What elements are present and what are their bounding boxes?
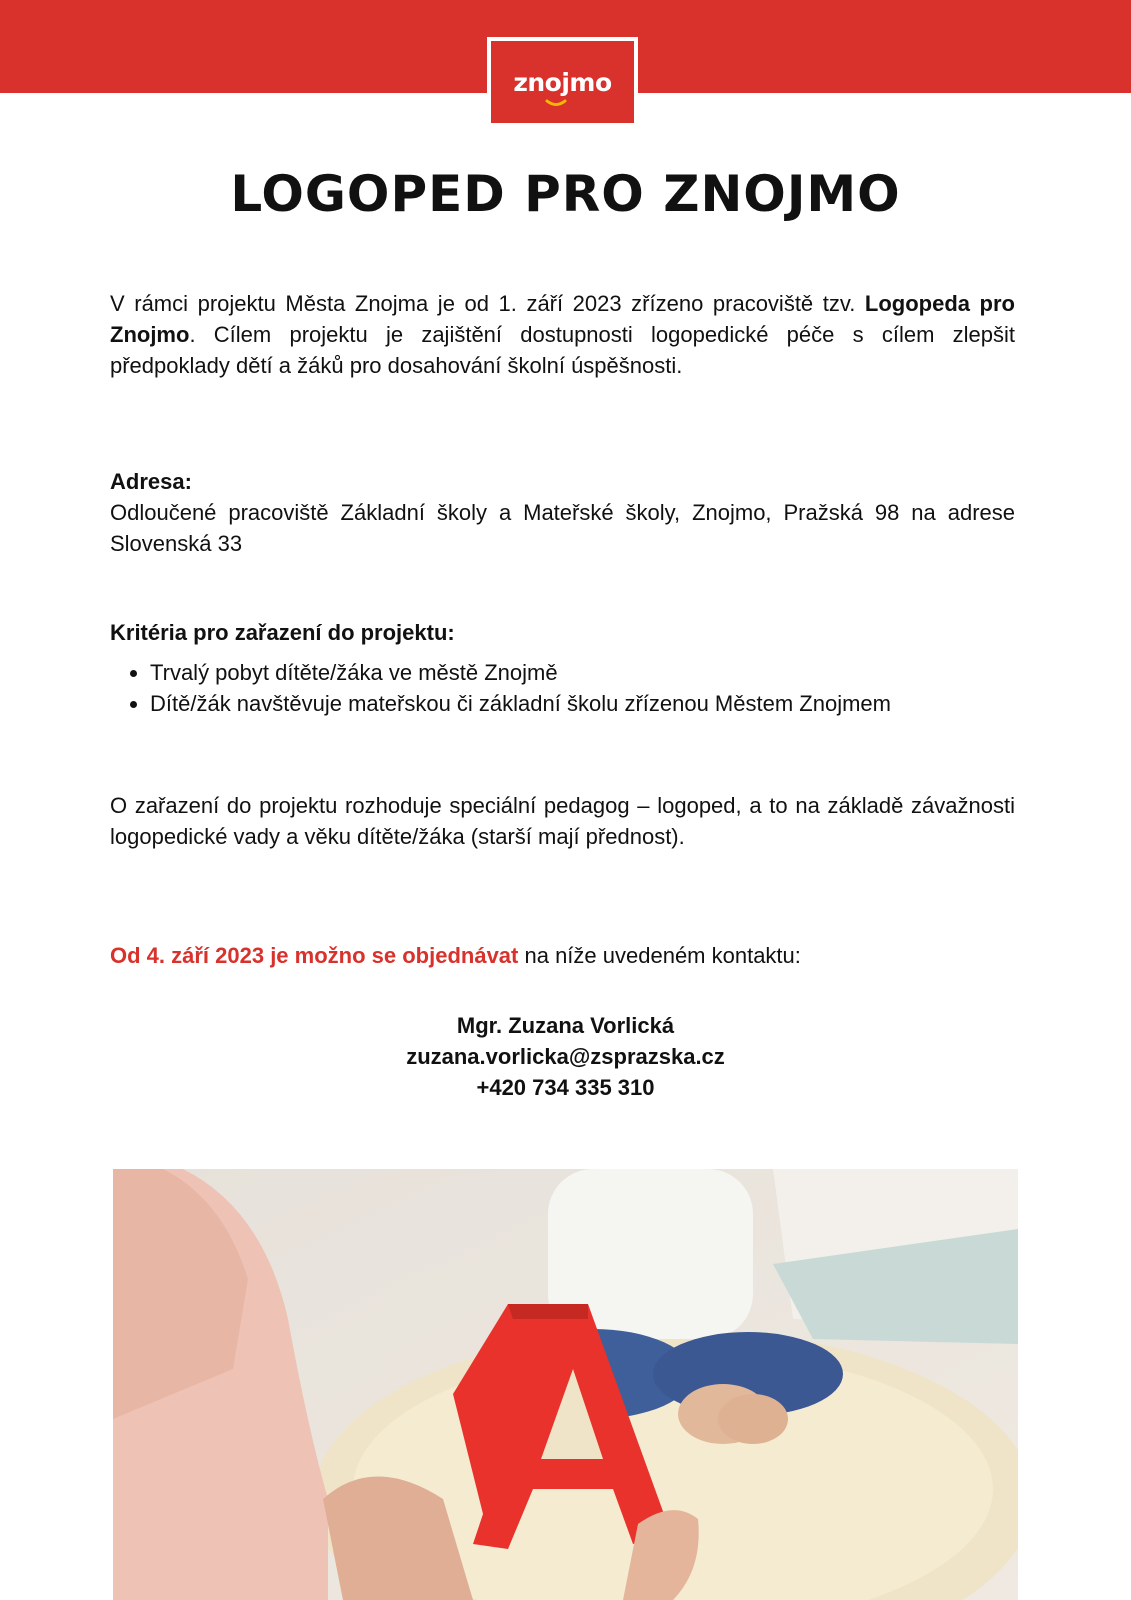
intro-text-end: . Cílem projektu je zajištění dostupnosti logopedické péče s cílem zlepšit předpoklady dětí a žáků pro dosahování školní úspěšnosti. — [110, 322, 1015, 378]
photo-illustration — [113, 1169, 1018, 1600]
order-text: na níže uvedeném kontaktu: — [518, 943, 801, 968]
intro-text-start: V rámci projektu Města Znojma je od 1. září 2023 zřízeno pracoviště tzv. — [110, 291, 865, 316]
criteria-section — [110, 617, 1015, 719]
intro-paragraph — [110, 288, 1015, 381]
logo-background — [491, 41, 634, 123]
logo-text: znojmo — [513, 67, 612, 97]
order-highlight: Od 4. září 2023 je možno se objednávat — [110, 943, 519, 968]
order-paragraph — [110, 940, 1015, 971]
address-text: Odloučené pracoviště Základní školy a Mateřské školy, Znojmo, Pražská 98 na adrese Slovenská 33 — [110, 500, 1015, 556]
contact-name: Mgr. Zuzana Vorlická — [456, 1013, 675, 1038]
address-label: Adresa: — [110, 469, 192, 494]
contact-phone[interactable]: +420 734 335 310 — [476, 1075, 655, 1100]
page-title: LOGOPED PRO ZNOJMO — [230, 165, 901, 223]
znojmo-logo — [487, 37, 638, 127]
speech-therapy-photo — [113, 1169, 1018, 1600]
criteria-list — [110, 657, 1015, 719]
list-item: • Trvalý pobyt dítěte/žáka ve městě Znojmě — [150, 657, 1015, 688]
address-section — [110, 466, 1015, 559]
decision-paragraph: O zařazení do projektu rozhoduje speciální pedagog – logoped, a to na základě závažnosti logopedické vady a věku dítěte/žáka (starší mají přednost). — [110, 793, 1015, 849]
list-item: • Dítě/žák navštěvuje mateřskou či základní školu zřízenou Městem Znojmem — [150, 688, 1015, 719]
criteria-label: Kritéria pro zařazení do projektu: — [110, 620, 455, 645]
contact-email[interactable]: zuzana.vorlicka@zsprazska.cz — [406, 1044, 725, 1069]
project-name: Logopeda pro Znojmo — [110, 291, 1015, 347]
logo-smile-icon — [545, 99, 567, 107]
contact-block — [0, 1010, 1131, 1103]
